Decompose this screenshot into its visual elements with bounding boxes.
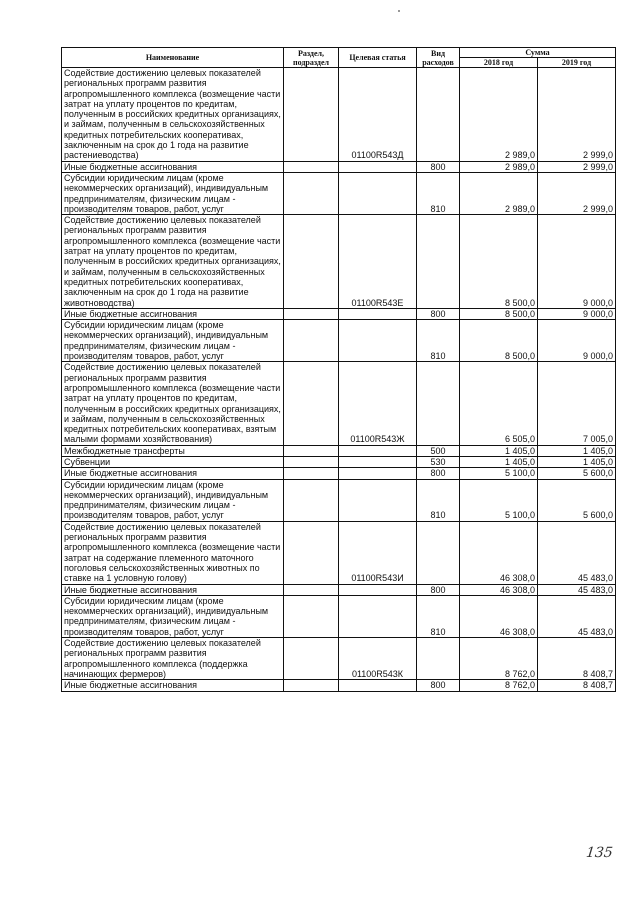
cell-expense-type [417, 215, 460, 309]
cell-name: Субсидии юридическим лицам (кроме некоммерческих организаций), индивидуальным предпринимателям, физическим лицам - производителям товаров, работ, услуг [62, 595, 284, 637]
cell-name: Субсидии юридическим лицам (кроме некоммерческих организаций), индивидуальным предпринимателям, физическим лицам - производителям товаров, работ, услуг [62, 172, 284, 214]
cell-amount-2019: 2 999,0 [538, 161, 616, 172]
table-row [62, 172, 616, 214]
table-row [62, 215, 616, 309]
cell-target [339, 320, 417, 362]
cell-amount-2019: 1 405,0 [538, 456, 616, 467]
cell-amount-2018: 46 308,0 [460, 584, 538, 595]
cell-amount-2019: 7 005,0 [538, 362, 616, 445]
cell-section [284, 595, 339, 637]
cell-section [284, 215, 339, 309]
table-row [62, 638, 616, 680]
page-number: 135 [585, 845, 614, 861]
cell-amount-2019: 2 999,0 [538, 172, 616, 214]
cell-amount-2019: 45 483,0 [538, 584, 616, 595]
cell-expense-type: 800 [417, 584, 460, 595]
cell-amount-2019: 45 483,0 [538, 521, 616, 584]
cell-target [339, 172, 417, 214]
cell-expense-type: 800 [417, 161, 460, 172]
table-row [62, 584, 616, 595]
cell-section [284, 456, 339, 467]
cell-section [284, 680, 339, 691]
cell-amount-2019: 2 999,0 [538, 68, 616, 162]
table-row [62, 362, 616, 445]
header-year-2019: 2019 год [538, 58, 616, 68]
cell-amount-2019: 45 483,0 [538, 595, 616, 637]
cell-name: Иные бюджетные ассигнования [62, 308, 284, 319]
header-name: Наименование [62, 48, 284, 68]
cell-amount-2019: 1 405,0 [538, 445, 616, 456]
header-sum: Сумма [460, 48, 616, 58]
cell-target [339, 479, 417, 521]
table-row [62, 456, 616, 467]
cell-amount-2019: 8 408,7 [538, 638, 616, 680]
table-row [62, 468, 616, 479]
cell-name: Субсидии юридическим лицам (кроме некоммерческих организаций), индивидуальным предпринимателям, физическим лицам - производителям товаров, работ, услуг [62, 479, 284, 521]
cell-section [284, 468, 339, 479]
cell-target: 01100R543К [339, 638, 417, 680]
cell-section [284, 521, 339, 584]
cell-section [284, 161, 339, 172]
cell-amount-2019: 9 000,0 [538, 320, 616, 362]
cell-amount-2018: 8 762,0 [460, 680, 538, 691]
cell-name: Иные бюджетные ассигнования [62, 468, 284, 479]
cell-target: 01100R543Ж [339, 362, 417, 445]
cell-amount-2018: 1 405,0 [460, 456, 538, 467]
table-row [62, 680, 616, 691]
table-row [62, 521, 616, 584]
cell-section [284, 584, 339, 595]
cell-section [284, 68, 339, 162]
cell-section [284, 172, 339, 214]
cell-amount-2019: 9 000,0 [538, 308, 616, 319]
cell-expense-type: 800 [417, 468, 460, 479]
cell-amount-2018: 2 989,0 [460, 68, 538, 162]
cell-expense-type: 810 [417, 320, 460, 362]
cell-amount-2019: 5 600,0 [538, 468, 616, 479]
cell-amount-2018: 6 505,0 [460, 362, 538, 445]
cell-expense-type [417, 521, 460, 584]
table-row [62, 445, 616, 456]
header-type: Вид расходов [417, 48, 460, 68]
cell-section [284, 308, 339, 319]
cell-name: Иные бюджетные ассигнования [62, 161, 284, 172]
cell-target [339, 584, 417, 595]
cell-amount-2018: 46 308,0 [460, 521, 538, 584]
cell-section [284, 320, 339, 362]
cell-section [284, 445, 339, 456]
table-row [62, 595, 616, 637]
cell-amount-2018: 8 762,0 [460, 638, 538, 680]
cell-amount-2018: 8 500,0 [460, 308, 538, 319]
table-row [62, 68, 616, 162]
cell-section [284, 479, 339, 521]
cell-amount-2018: 5 100,0 [460, 479, 538, 521]
cell-section [284, 362, 339, 445]
cell-target [339, 445, 417, 456]
cell-amount-2018: 1 405,0 [460, 445, 538, 456]
cell-amount-2018: 2 989,0 [460, 172, 538, 214]
cell-amount-2019: 9 000,0 [538, 215, 616, 309]
cell-expense-type: 810 [417, 479, 460, 521]
cell-expense-type [417, 638, 460, 680]
cell-target [339, 595, 417, 637]
cell-name: Содействие достижению целевых показателей региональных программ развития агропромышленного комплекса (поддержка начинающих фермеров) [62, 638, 284, 680]
cell-expense-type [417, 68, 460, 162]
table-row [62, 161, 616, 172]
cell-target [339, 680, 417, 691]
cell-expense-type: 800 [417, 308, 460, 319]
cell-target: 01100R543И [339, 521, 417, 584]
cell-section [284, 638, 339, 680]
header-section: Раздел, подраздел [284, 48, 339, 68]
cell-amount-2018: 2 989,0 [460, 161, 538, 172]
cell-name: Иные бюджетные ассигнования [62, 680, 284, 691]
cell-target [339, 468, 417, 479]
cell-name: Содействие достижению целевых показателей региональных программ развития агропромышленного комплекса (возмещение части затрат на уплату процентов по кредитам, полученным в российских кредитных организациях, и займам, полученным в сельскохозяйственных кредитных потребительских кооперативах, заключенным на срок до 1 года на развитие животноводства) [62, 215, 284, 309]
cell-amount-2018: 5 100,0 [460, 468, 538, 479]
cell-expense-type: 530 [417, 456, 460, 467]
cell-name: Межбюджетные трансферты [62, 445, 284, 456]
cell-target: 01100R543Е [339, 215, 417, 309]
cell-target: 01100R543Д [339, 68, 417, 162]
cell-target [339, 308, 417, 319]
cell-target [339, 456, 417, 467]
budget-table [61, 47, 616, 692]
cell-expense-type: 810 [417, 595, 460, 637]
cell-name: Содействие достижению целевых показателей региональных программ развития агропромышленного комплекса (возмещение части затрат на уплату процентов по кредитам, полученным в российских кредитных организациях, и займам, полученным в сельскохозяйственных кредитных потребительских кооперативах, заключенным на срок до 1 года на развитие растениеводства) [62, 68, 284, 162]
table-row [62, 479, 616, 521]
cell-expense-type: 810 [417, 172, 460, 214]
scan-speck [398, 10, 400, 12]
table-row [62, 320, 616, 362]
cell-amount-2019: 5 600,0 [538, 479, 616, 521]
cell-target [339, 161, 417, 172]
cell-amount-2019: 8 408,7 [538, 680, 616, 691]
cell-amount-2018: 8 500,0 [460, 215, 538, 309]
table-row [62, 308, 616, 319]
cell-name: Иные бюджетные ассигнования [62, 584, 284, 595]
cell-amount-2018: 8 500,0 [460, 320, 538, 362]
header-year-2018: 2018 год [460, 58, 538, 68]
table-header [62, 48, 616, 68]
header-target: Целевая статья [339, 48, 417, 68]
cell-expense-type: 800 [417, 680, 460, 691]
cell-name: Субсидии юридическим лицам (кроме некоммерческих организаций), индивидуальным предпринимателям, физическим лицам - производителям товаров, работ, услуг [62, 320, 284, 362]
cell-amount-2018: 46 308,0 [460, 595, 538, 637]
table-body [62, 68, 616, 692]
cell-expense-type [417, 362, 460, 445]
cell-name: Содействие достижению целевых показателей региональных программ развития агропромышленного комплекса (возмещение части затрат на содержание племенного маточного поголовья сельскохозяйственных животных по ставке на 1 условную голову) [62, 521, 284, 584]
cell-name: Субвенции [62, 456, 284, 467]
cell-name: Содействие достижению целевых показателей региональных программ развития агропромышленного комплекса (возмещение части затрат на уплату процентов по кредитам, полученным в российских кредитных организациях, и займам, полученным в сельскохозяйственных кредитных потребительских кооперативах, взятым малыми формами хозяйствования) [62, 362, 284, 445]
cell-expense-type: 500 [417, 445, 460, 456]
